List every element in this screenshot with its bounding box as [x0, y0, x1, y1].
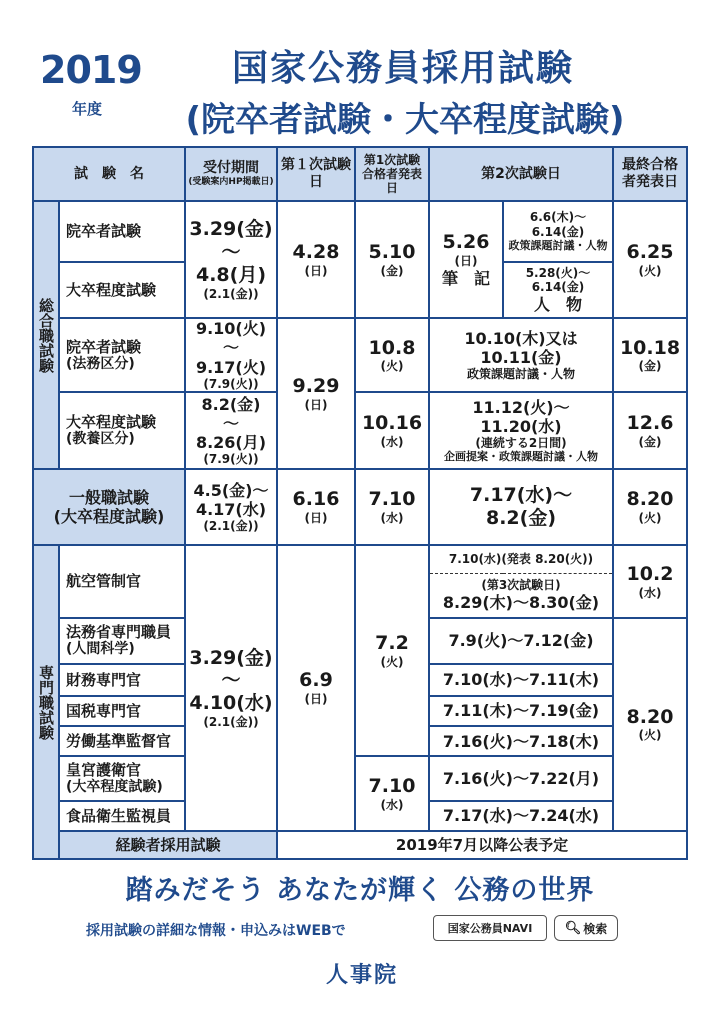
period-cell: 4.5(金)～ 4.17(水) (2.1(金)) — [185, 469, 277, 545]
written-cell: 5.26 (日) 筆 記 — [429, 201, 503, 318]
first-pass-cell: 10.16 (水) — [355, 392, 429, 468]
final-cell: 8.20 (火) — [613, 618, 687, 831]
first-exam-cell: 4.28 (日) — [277, 201, 355, 318]
period-cell: 8.2(金) ～8.26(月) (7.9(火)) — [185, 392, 277, 468]
second-exam-cell: 7.17(水)～ 8.2(金) — [429, 469, 613, 545]
year: 2019 — [40, 48, 142, 92]
second-exam-cell: 7.10(水)～7.11(木) — [429, 664, 613, 696]
header-first-exam: 第１次試験日 — [277, 147, 355, 201]
second-exam-cell: 7.9(火)～7.12(金) — [429, 618, 613, 664]
final-cell: 10.2 (水) — [613, 545, 687, 617]
slogan: 踏みだそう あなたが輝く 公務の世界 — [125, 875, 595, 906]
page-title: 国家公務員採用試験 — [231, 48, 574, 89]
second-exam-cell: 6.6(木)～6.14(金) 政策課題討議・人物 — [503, 201, 613, 261]
second-exam-cell: 7.17(水)～7.24(水) — [429, 801, 613, 831]
exam-name: 財務専門官 — [59, 664, 185, 696]
navi-search-box[interactable]: 国家公務員NAVI — [433, 915, 547, 941]
schedule-table — [32, 146, 688, 860]
final-cell: 12.6 (金) — [613, 392, 687, 468]
exam-name: 航空管制官 — [59, 545, 185, 617]
period-cell: 3.29(金) ～4.10(水) (2.1(金)) — [185, 545, 277, 831]
first-pass-cell: 5.10 (金) — [355, 201, 429, 318]
first-pass-cell: 10.8 (火) — [355, 318, 429, 392]
third-exam-cell: (第3次試験日) 8.29(木)～8.30(金) — [429, 573, 613, 617]
second-exam-cell: 11.12(火)～11.20(水) (連続する2日間) 企画提案・政策課題討議・人物 — [429, 392, 613, 468]
category-keiken: 経験者採用試験 — [59, 831, 277, 859]
magnifier-icon: 🔍︎ — [564, 920, 582, 936]
first-pass-cell: 7.2 (火) — [355, 545, 429, 756]
period-cell: 3.29(金) ～4.8(月) (2.1(金)) — [185, 201, 277, 318]
second-exam-cell: 5.28(火)～6.14(金) 人 物 — [503, 262, 613, 318]
second-exam-cell: 10.10(木)又は10.11(金) 政策課題討議・人物 — [429, 318, 613, 392]
exam-name: 国税専門官 — [59, 696, 185, 726]
header-name: 試 験 名 — [33, 147, 185, 201]
search-button[interactable] — [554, 915, 618, 941]
final-cell: 10.18 (金) — [613, 318, 687, 392]
category-senmon: 専門職試験 — [33, 545, 59, 859]
organization-name: 人事院 — [325, 963, 398, 988]
header-second-exam: 第2次試験日 — [429, 147, 613, 201]
period-cell: 9.10(火) ～9.17(火) (7.9(火)) — [185, 318, 277, 392]
category-sogo: 総合職試験 — [33, 201, 59, 468]
header-final: 最終合格者発表日 — [613, 147, 687, 201]
first-exam-cell: 9.29 (日) — [277, 318, 355, 469]
header-first-pass: 第1次試験合格者発表日 — [355, 147, 429, 201]
final-cell: 8.20 (火) — [613, 469, 687, 545]
exam-name: 食品衛生監視員 — [59, 801, 185, 831]
keiken-note: 2019年7月以降公表予定 — [277, 831, 687, 859]
second-exam-cell: 7.16(火)～7.22(月) — [429, 756, 613, 800]
exam-name: 院卒者試験 — [59, 201, 185, 261]
search-label: 検索 — [583, 921, 608, 936]
page-subtitle: (院卒者試験・大卒程度試験) — [185, 100, 625, 140]
first-exam-cell: 6.16 (日) — [277, 469, 355, 545]
second-exam-cell: 7.11(木)～7.19(金) — [429, 696, 613, 726]
web-info: 採用試験の詳細な情報・申込みはWEBで — [86, 923, 346, 939]
category-ippan: 一般職試験 (大卒程度試験) — [33, 469, 185, 545]
nendo-label: 年度 — [72, 100, 103, 118]
first-pass-cell: 7.10 (水) — [355, 469, 429, 545]
final-cell: 6.25 (火) — [613, 201, 687, 318]
second-exam-cell: 7.16(火)～7.18(木) — [429, 726, 613, 756]
exam-name: 労働基準監督官 — [59, 726, 185, 756]
exam-name: 法務省専門職員 (人間科学) — [59, 618, 185, 664]
second-exam-cell: 7.10(水)(発表 8.20(火)) — [429, 545, 613, 573]
exam-name: 院卒者試験 (法務区分) — [59, 318, 185, 392]
exam-name: 皇宮護衛官 (大卒程度試験) — [59, 756, 185, 800]
header-uketsuke: 受付期間 (受験案内HP掲載日) — [185, 147, 277, 201]
exam-name: 大卒程度試験 (教養区分) — [59, 392, 185, 468]
first-exam-cell: 6.9 (日) — [277, 545, 355, 831]
first-pass-cell: 7.10 (水) — [355, 756, 429, 830]
exam-name: 大卒程度試験 — [59, 262, 185, 318]
